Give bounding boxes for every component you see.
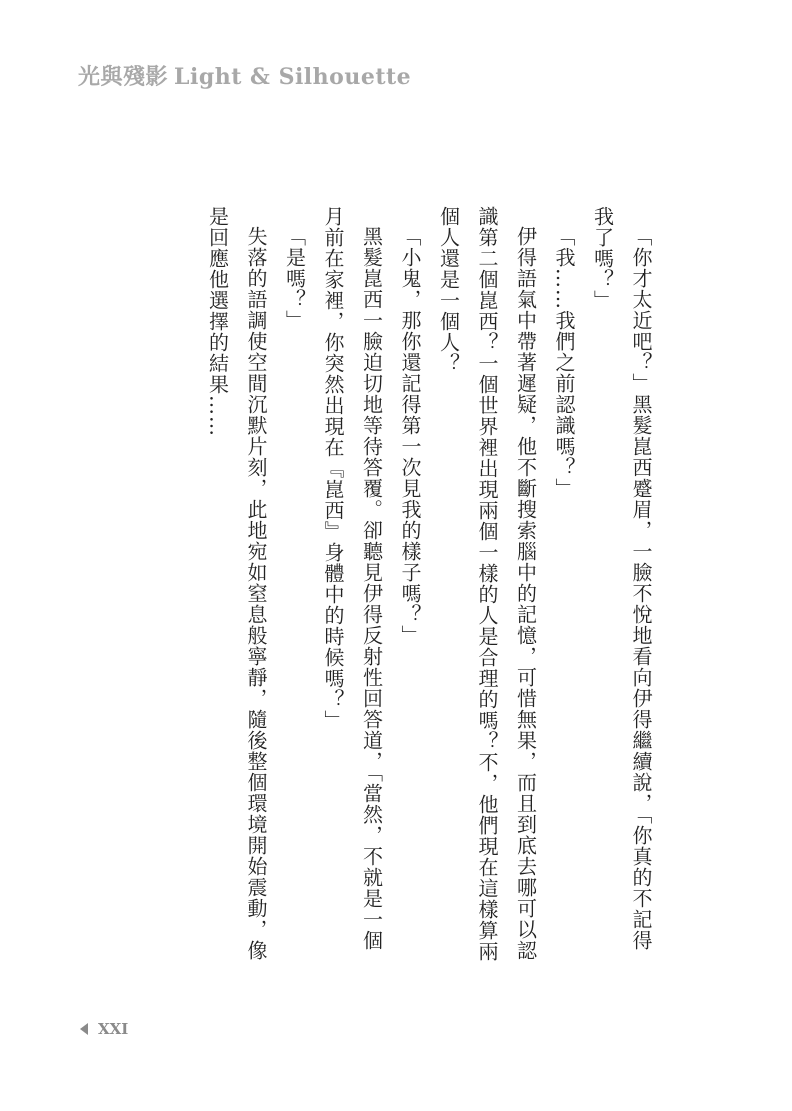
paragraph-3: 伊得語氣中帶著遲疑，他不斷搜索腦中的記憶，可惜無果，而且到底去哪可以認識第二個崑西？一個世界裡出現兩個一樣的人是合理的嗎？不，他們現在這樣算兩個人還是一個人？ bbox=[436, 206, 538, 962]
paragraph-2: 「我……我們之前認識嗎？」 bbox=[552, 226, 576, 499]
paragraph-6: 「是嗎？」 bbox=[282, 226, 307, 331]
book-title-english: Light & Silhouette bbox=[174, 64, 412, 90]
paragraph-4: 「小鬼，那你還記得第一次見我的樣子嗎？」 bbox=[398, 226, 422, 646]
paragraph-1: 「你才太近吧？」黑髮崑西蹙眉，一臉不悅地看向伊得繼續說，「你真的不記得我了嗎？」 bbox=[590, 206, 653, 951]
running-header bbox=[78, 60, 411, 91]
body-text bbox=[198, 206, 660, 966]
paragraph-5: 黑髮崑西一臉迫切地等待答覆。卻聽見伊得反射性回答道，「當然，不就是一個月前在家裡，你突然出現在『崑西』身體中的時候嗎？」 bbox=[321, 206, 384, 951]
triangle-left-icon bbox=[80, 1023, 88, 1035]
paragraph-7: 失落的語調使空間沉默片刻，此地宛如窒息般寧靜，隨後整個環境開始震動，像是回應他選擇的結果…… bbox=[205, 206, 268, 961]
book-title-chinese: 光與殘影 bbox=[78, 64, 169, 90]
page-number: XXI bbox=[98, 1020, 129, 1038]
page-folio bbox=[80, 1020, 128, 1038]
